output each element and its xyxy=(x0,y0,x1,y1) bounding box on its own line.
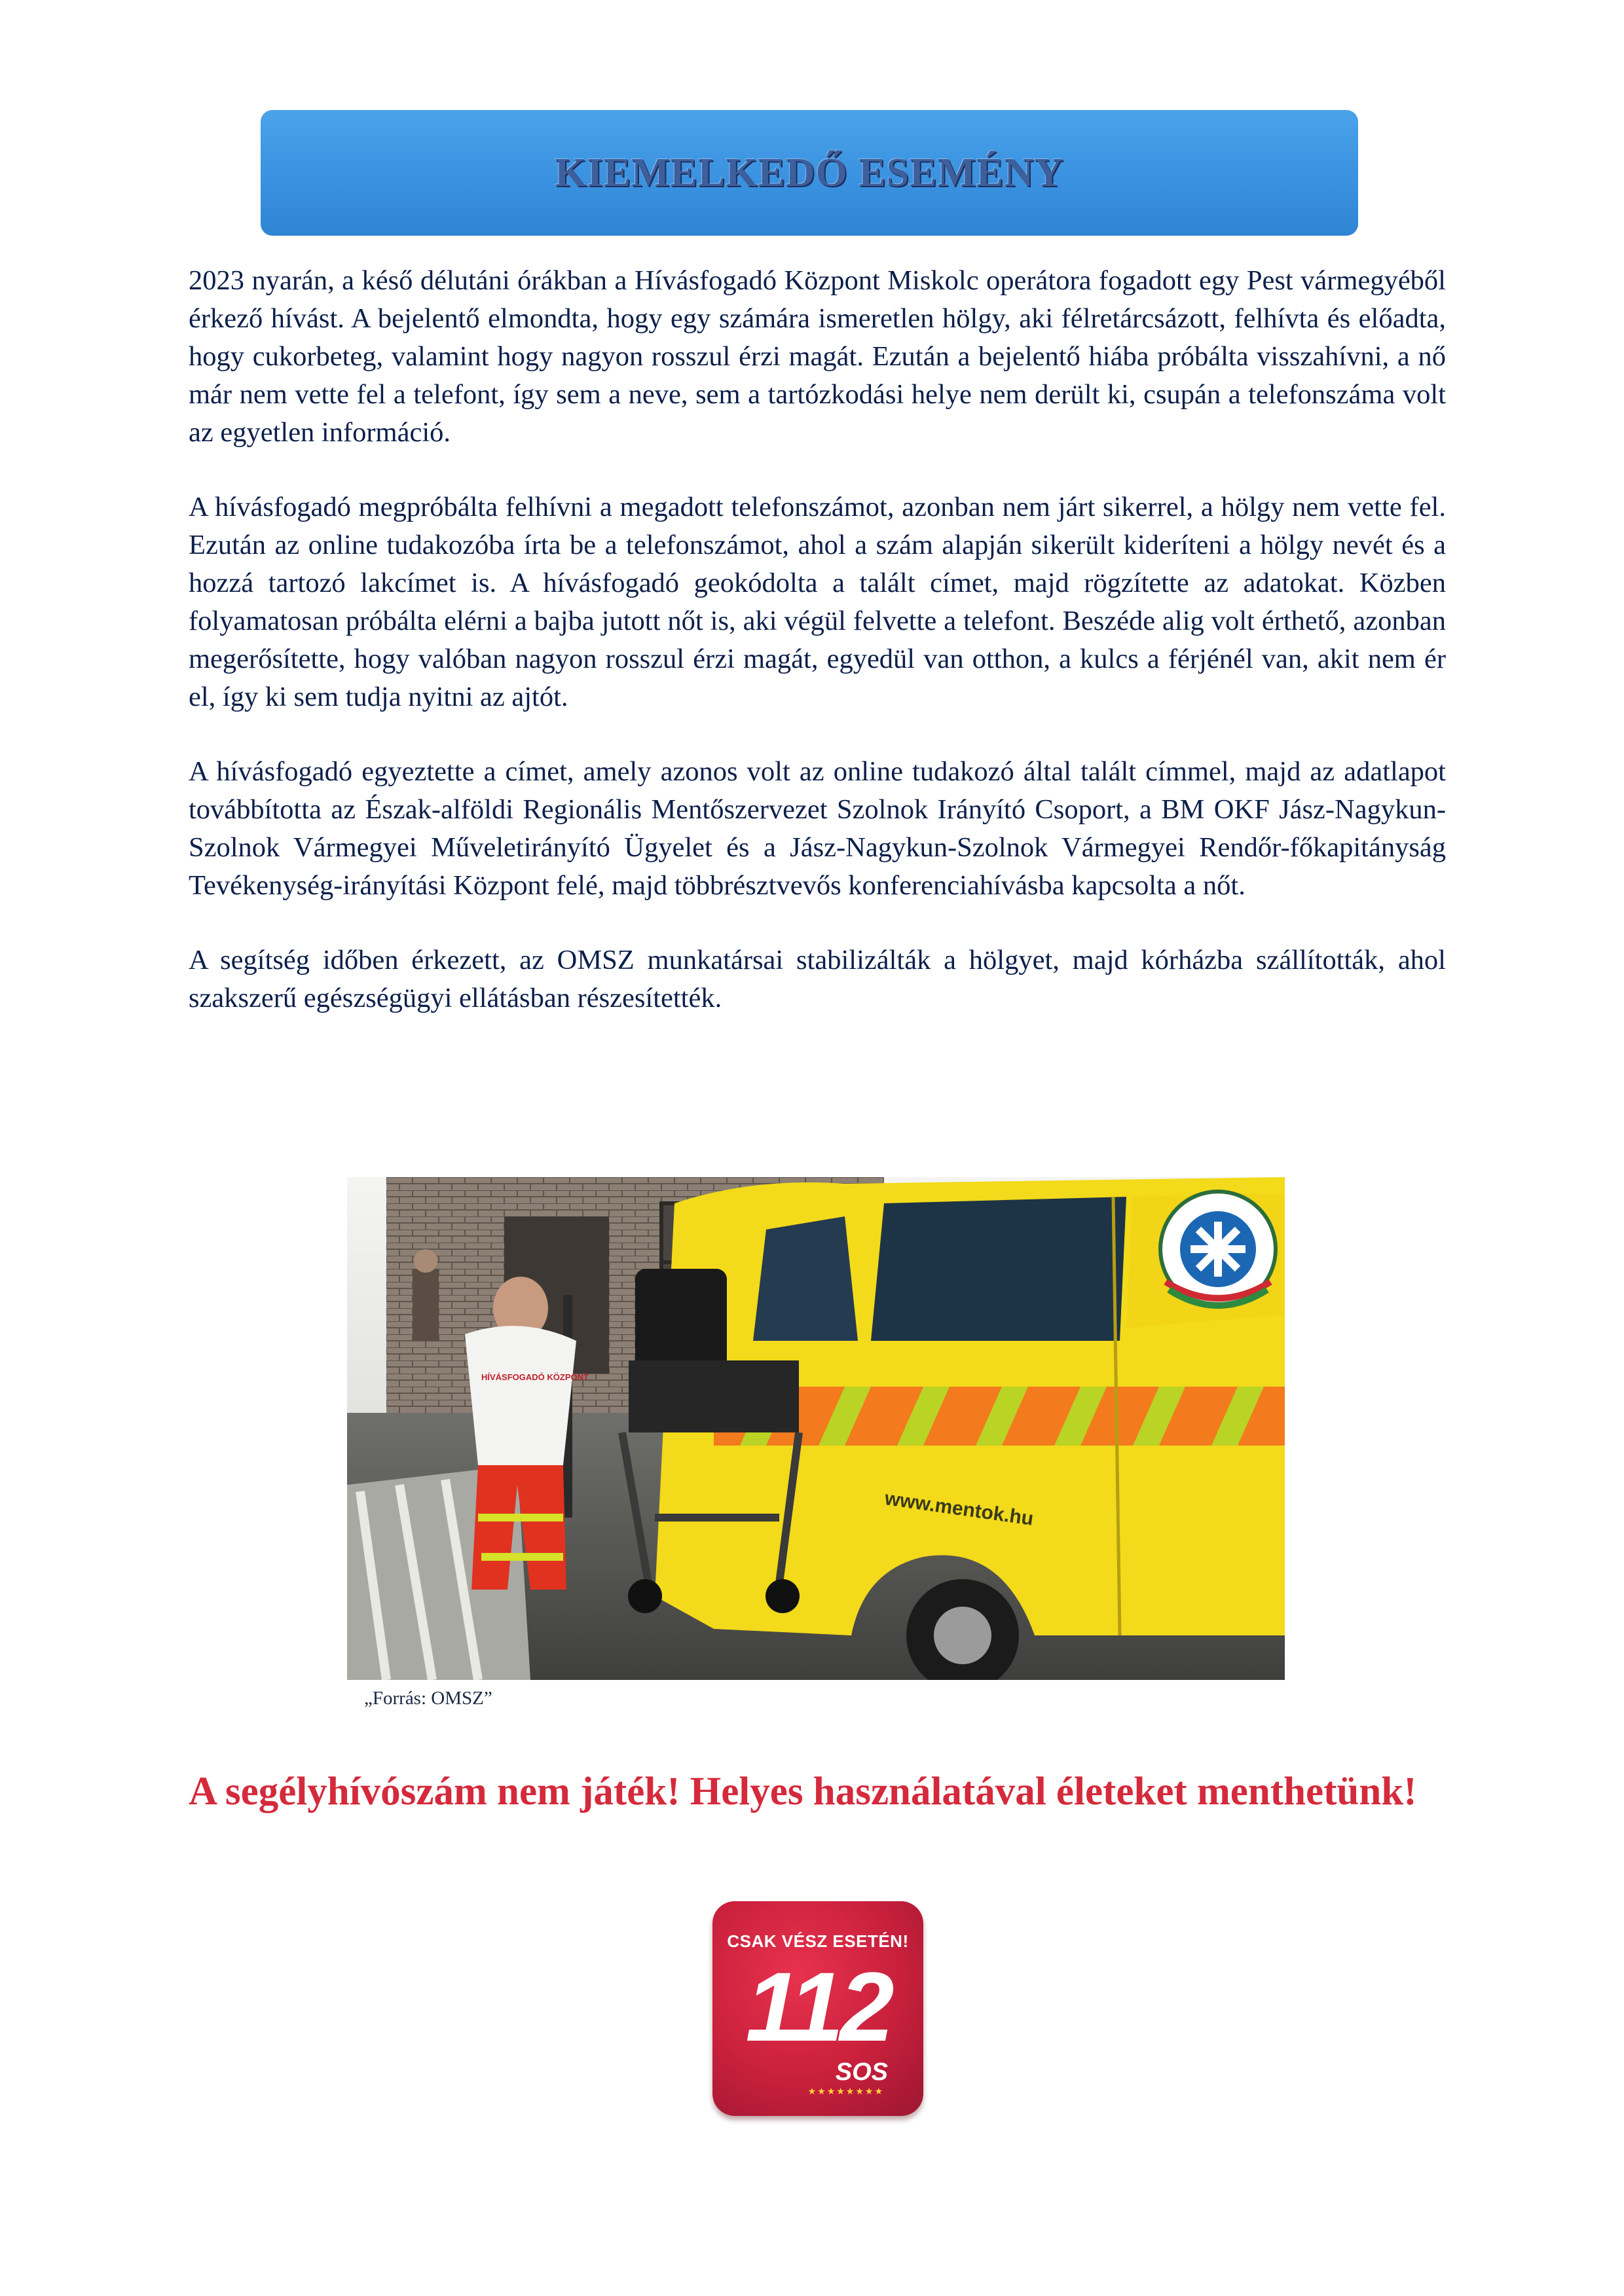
paragraph: 2023 nyarán, a késő délutáni órákban a Hívásfogadó Központ Miskolc operátora fogadott egy Pest vármegyéből érkező hívást. A bejelentő elmondta, hogy egy számára ismeretlen hölgy, aki félretárcsázott, felhívta és előadta, hogy cukorbeteg, valamint hogy nagyon rosszul érzi magát. Ezután a bejelentő hiába próbálta visszahívni, a nő már nem vette fel a telefont, így sem a neve, sem a tartózkodási helye nem derült ki, csupán a telefonszáma volt az egyetlen információ. xyxy=(189,265,1446,448)
slogan: A segélyhívószám nem játék! Helyes használatával életeket menthetünk! xyxy=(189,1770,1417,1813)
ambulance-photo xyxy=(347,1177,1285,1680)
page-title: KIEMELKEDŐ ESEMÉNY xyxy=(555,150,1064,195)
ambulance-website-text: www.mentok.hu xyxy=(883,1487,1035,1530)
logo-top-text: CSAK VÉSZ ESETÉN! xyxy=(727,1931,909,1951)
paragraph: A hívásfogadó megpróbálta felhívni a megadott telefonszámot, azonban nem járt sikerrel, a hölgy nem vette fel. Ezután az online tudakozóba írta be a telefonszámot, ahol a szám alapján sikerült kideríteni a hölgy nevét és a hozzá tartozó lakcímet is. A hívásfogadó geokódolta a talált címet, majd rögzítette az adatokat. Közben folyamatosan próbálta elérni a bajba jutott nőt is, aki végül felvette a telefont. Beszéde alig volt érthető, azonban megerősítette, hogy valóban nagyon rosszul érzi magát, egyedül van otthon, a kulcs a férjénél van, akit nem ér el, így ki sem tudja nyitni az ajtót. xyxy=(189,492,1446,712)
vest-text: HÍVÁSFOGADÓ KÖZPONT xyxy=(481,1372,589,1382)
ambulance-photo-illustration xyxy=(347,1177,1285,1680)
article-body xyxy=(189,262,1446,1054)
stars-icon: ★★★★★★★★ xyxy=(807,2086,884,2096)
paragraph: A hívásfogadó egyeztette a címet, amely azonos volt az online tudakozó által talált címmel, majd az adatlapot továbbította az Észak-alföldi Regionális Mentőszervezet Szolnok Irányító Csoport, a BM OKF Jász-Nagykun-Szolnok Vármegyei Műveletirányító Ügyelet és a Jász-Nagykun-Szolnok Vármegyei Rendőr-főkapitányság Tevékenység-irányítási Központ felé, majd többrésztvevős konferenciahívásba kapcsolta a nőt. xyxy=(189,756,1446,901)
logo-number: 112 xyxy=(745,1952,891,2062)
photo-caption: „Forrás: OMSZ” xyxy=(364,1688,492,1709)
header-banner xyxy=(261,110,1358,236)
emergency-112-logo xyxy=(712,1901,923,2116)
logo-sos: SOS xyxy=(835,2058,888,2086)
paragraph: A segítség időben érkezett, az OMSZ munkatársai stabilizálták a hölgyet, majd kórházba szállították, ahol szakszerű egészségügyi ellátásban részesítették. xyxy=(189,945,1446,1013)
